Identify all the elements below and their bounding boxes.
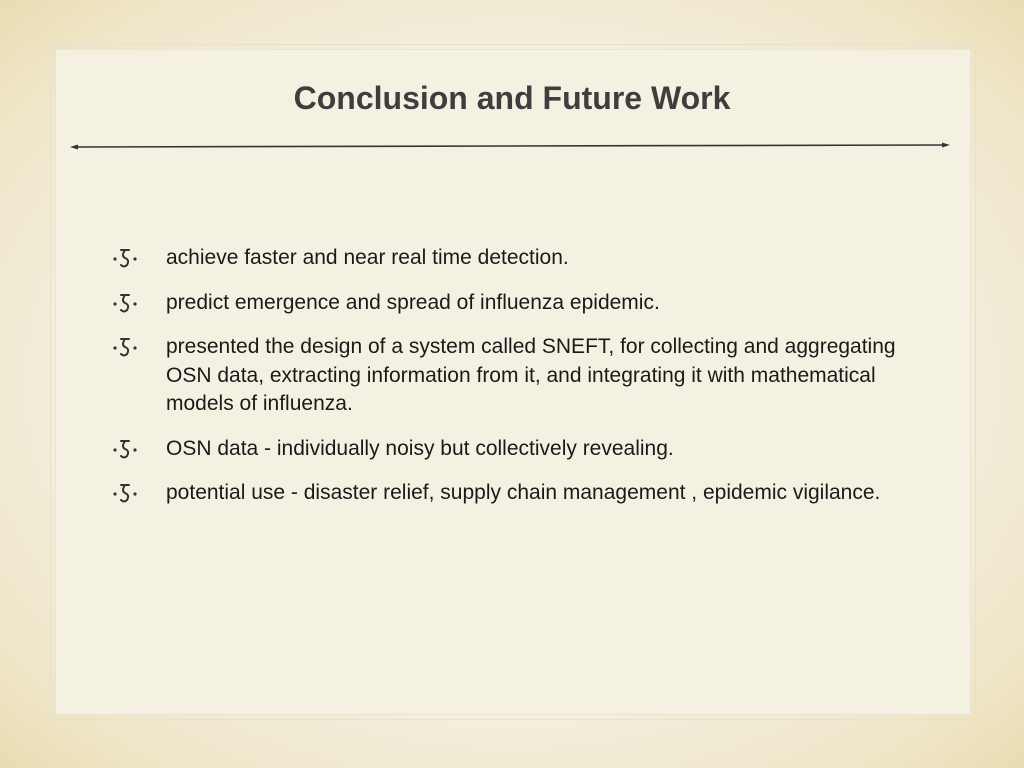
bullet-text: OSN data - individually noisy but collectively revealing. <box>166 436 674 460</box>
title-divider <box>70 138 950 154</box>
ornamental-bullet-icon <box>112 246 142 270</box>
bullet-item <box>112 244 932 273</box>
slide-title: Conclusion and Future Work <box>293 80 731 116</box>
bullet-item <box>112 479 932 508</box>
bullet-item <box>112 289 932 318</box>
bullet-text: achieve faster and near real time detection. <box>166 246 569 269</box>
bullet-text: presented the design of a system called SNEFT, for collecting and aggregating OSN data, extracting information from it, and integrating it with mathematical models of influenza. <box>166 335 896 415</box>
ornamental-bullet-icon <box>112 291 142 315</box>
bullet-item <box>112 435 932 464</box>
ornamental-bullet-icon <box>112 437 142 461</box>
ornamental-bullet-icon <box>112 335 142 359</box>
bullet-item <box>112 333 932 419</box>
bullet-text: potential use - disaster relief, supply chain management , epidemic vigilance. <box>166 481 881 504</box>
ornamental-bullet-icon <box>112 481 142 505</box>
bullet-text: predict emergence and spread of influenza epidemic. <box>166 290 660 314</box>
bullet-list <box>112 244 932 524</box>
